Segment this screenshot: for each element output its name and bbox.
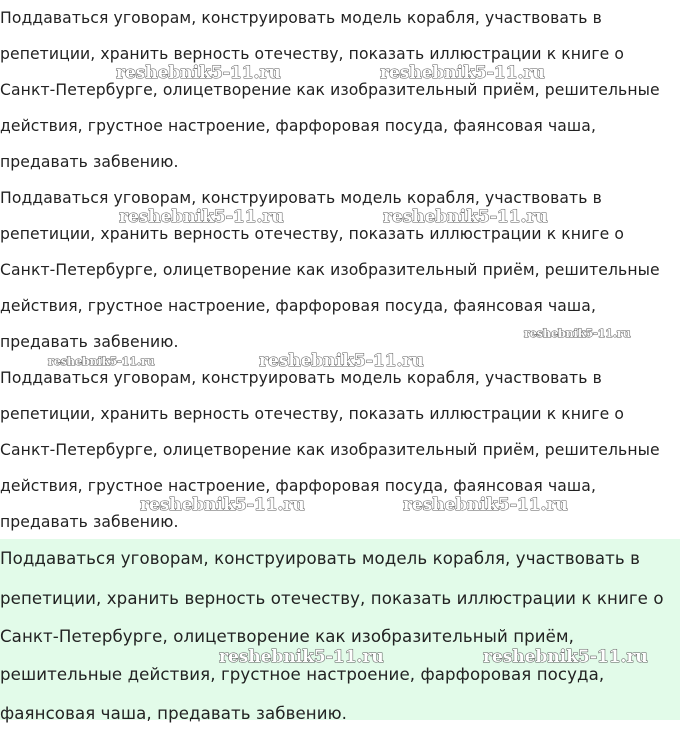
text-line: действия, грустное настроение, фарфоровая посуда, фаянсовая чаша, (0, 297, 597, 315)
text-line: Поддаваться уговорам, конструировать модель корабля, участвовать в (0, 549, 641, 568)
text-line: Поддаваться уговорам, конструировать модель корабля, участвовать в (0, 189, 602, 207)
watermark: reshebnik5-11.ru (140, 495, 305, 515)
text-line: репетиции, хранить верность отечеству, показать иллюстрации к книге о (0, 45, 625, 63)
text-line: предавать забвению. (0, 333, 179, 351)
text-line: репетиции, хранить верность отечеству, показать иллюстрации к книге о (0, 589, 664, 608)
watermark: reshebnik5-11.ru (116, 63, 281, 83)
watermark: reshebnik5-11.ru (483, 647, 648, 667)
watermark: reshebnik5-11.ru (219, 647, 384, 667)
watermark: reshebnik5-11.ru (119, 207, 284, 227)
watermark: reshebnik5-11.ru (259, 351, 424, 371)
watermark: reshebnik5-11.ru (383, 207, 548, 227)
watermark: reshebnik5-11.ru (48, 355, 155, 368)
text-line: репетиции, хранить верность отечеству, показать иллюстрации к книге о (0, 405, 625, 423)
watermark: reshebnik5-11.ru (403, 495, 568, 515)
text-line: Санкт-Петербурге, олицетворение как изобразительный приём, решительные (0, 261, 660, 279)
text-line: действия, грустное настроение, фарфоровая посуда, фаянсовая чаша, (0, 477, 597, 495)
text-line: Поддаваться уговорам, конструировать модель корабля, участвовать в (0, 9, 602, 27)
text-line: предавать забвению. (0, 153, 179, 171)
text-line: репетиции, хранить верность отечеству, показать иллюстрации к книге о (0, 225, 625, 243)
text-line: Поддаваться уговорам, конструировать модель корабля, участвовать в (0, 369, 602, 387)
text-line: решительные действия, грустное настроение, фарфоровая посуда, (0, 665, 605, 684)
text-line: Санкт-Петербурге, олицетворение как изобразительный приём, решительные (0, 81, 660, 99)
text-line: Санкт-Петербурге, олицетворение как изобразительный приём, решительные (0, 441, 660, 459)
text-line: Санкт-Петербурге, олицетворение как изобразительный приём, (0, 627, 574, 646)
watermark: reshebnik5-11.ru (380, 63, 545, 83)
watermark: reshebnik5-11.ru (524, 327, 631, 340)
text-line: предавать забвению. (0, 513, 179, 531)
text-line: фаянсовая чаша, предавать забвению. (0, 704, 348, 723)
text-line: действия, грустное настроение, фарфоровая посуда, фаянсовая чаша, (0, 117, 597, 135)
paragraph-4-highlighted (0, 539, 680, 723)
